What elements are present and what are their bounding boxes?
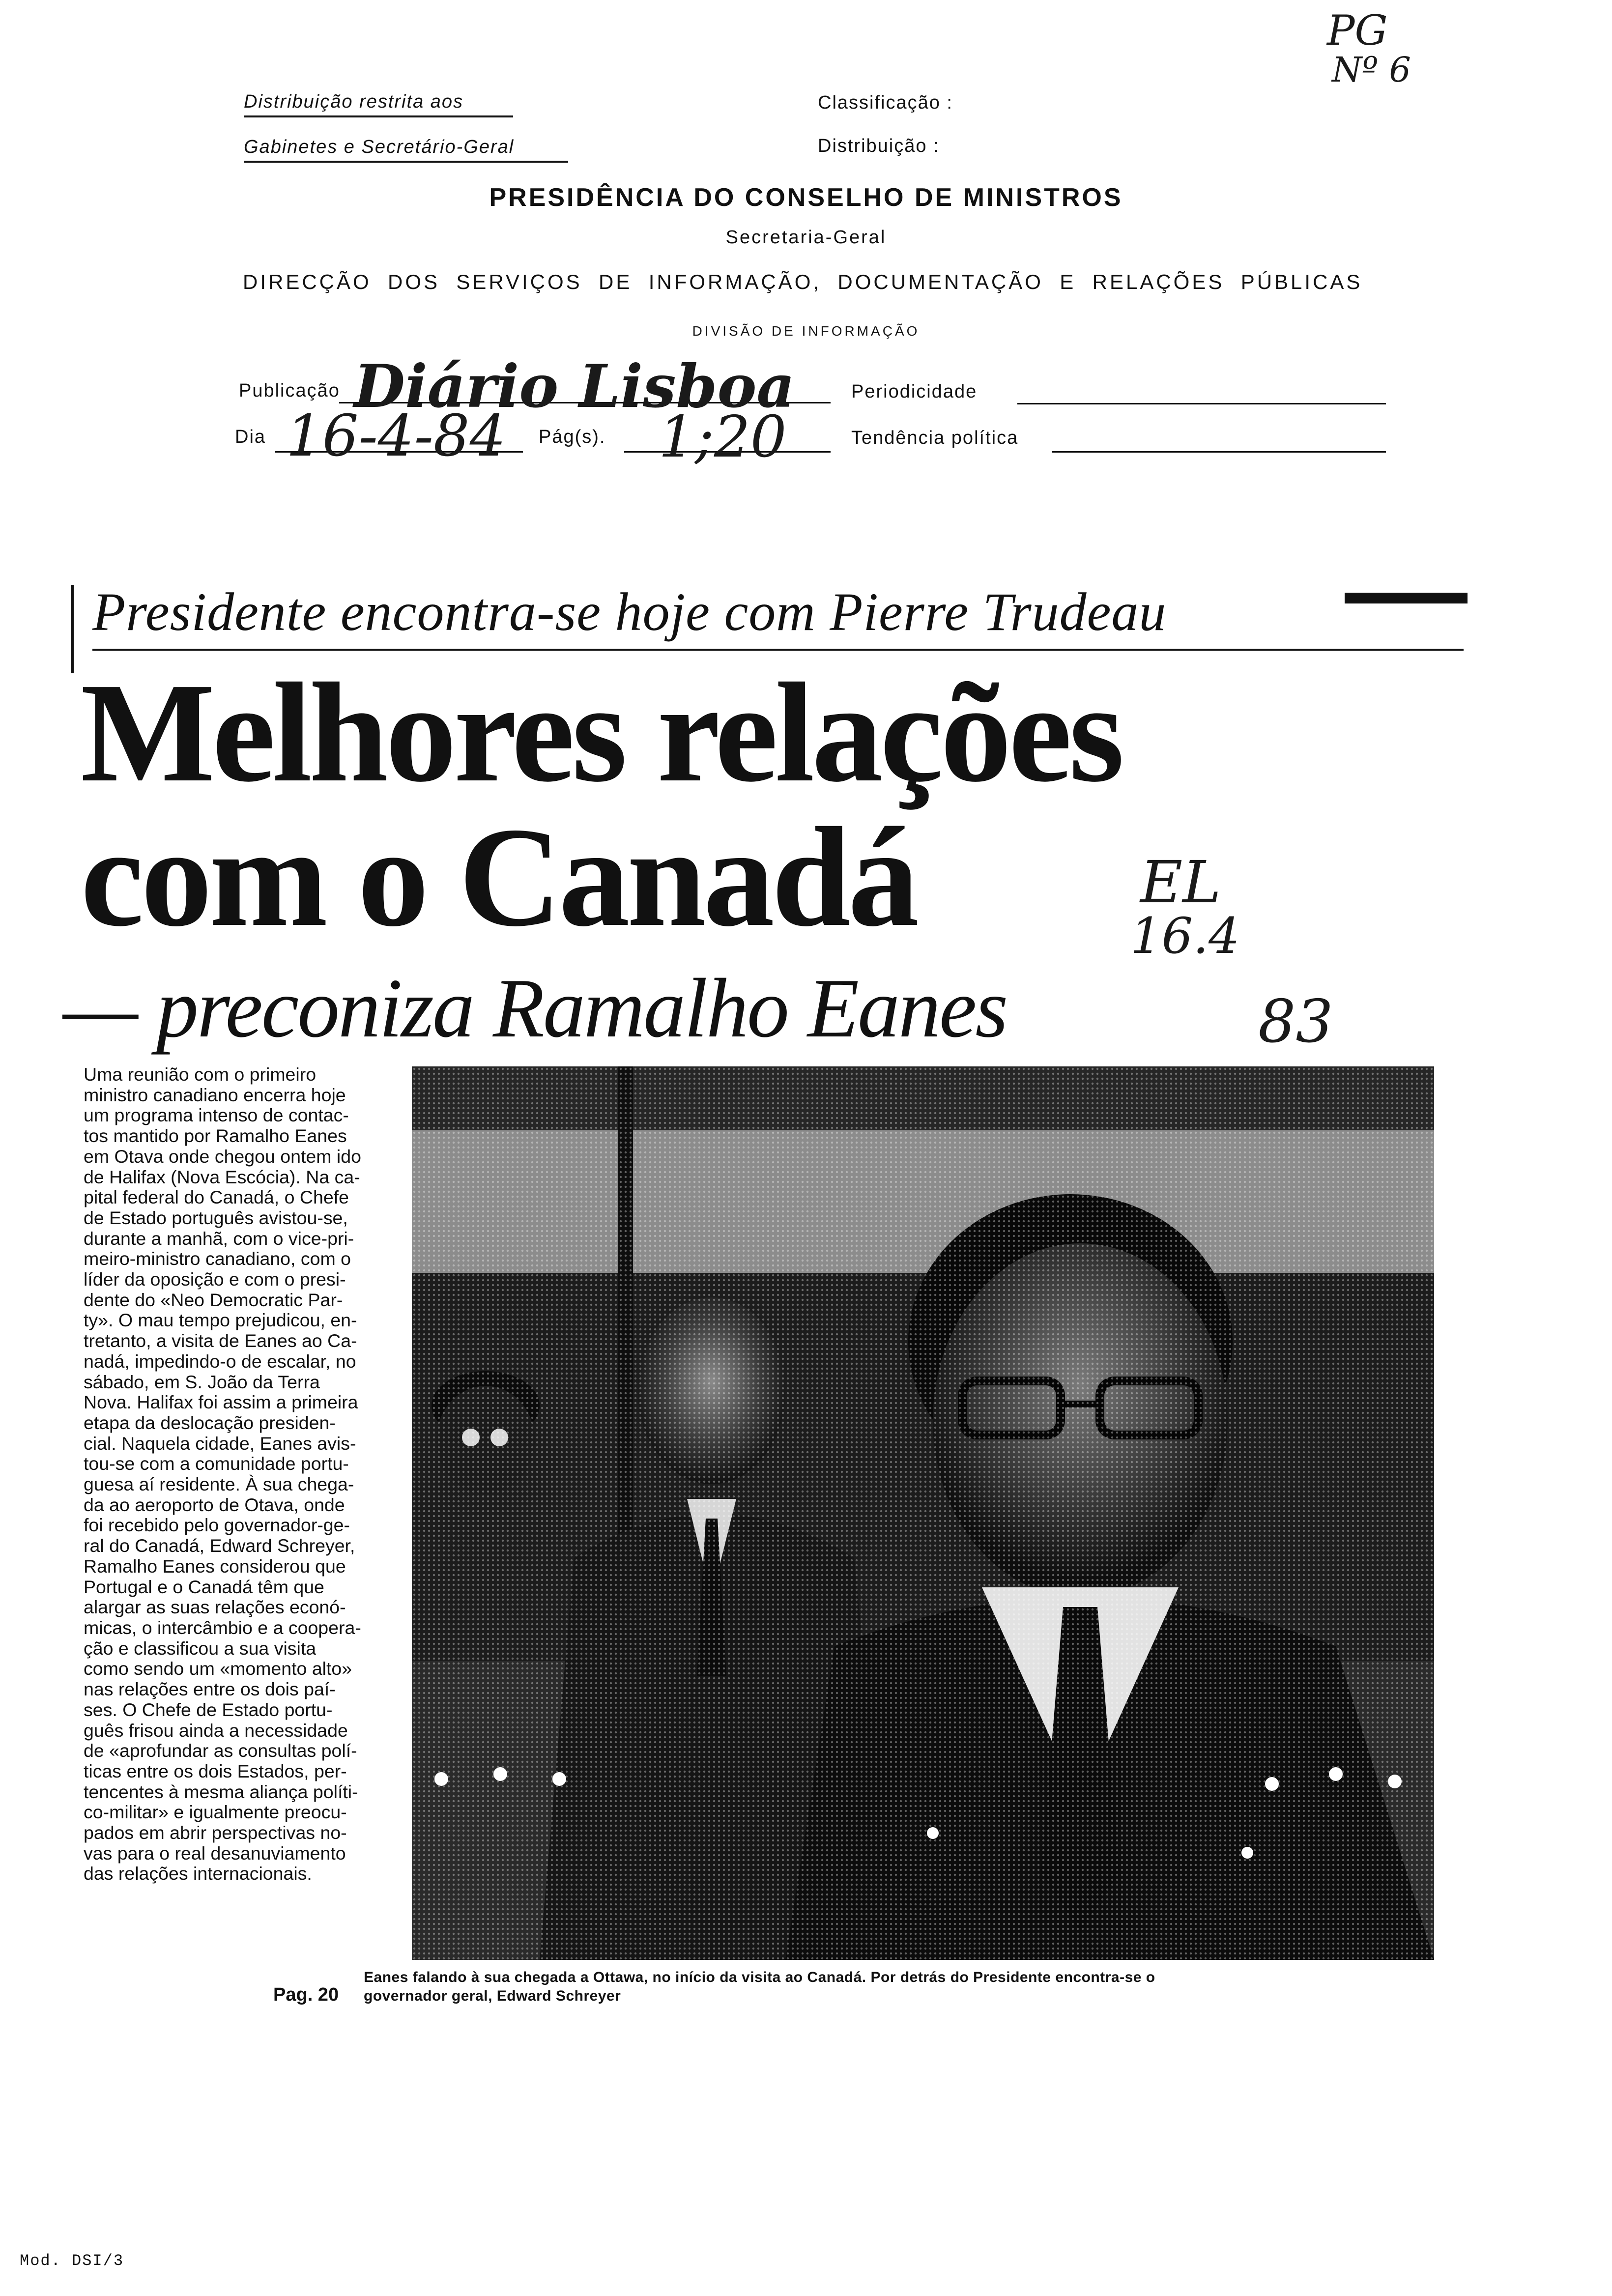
pags-label: Pág(s).: [539, 427, 606, 447]
body-line: micas, o intercâmbio e a coopera-: [84, 1617, 361, 1638]
body-line: cial. Naquela cidade, Eanes avis-: [84, 1433, 356, 1454]
body-line: de Estado português avistou-se,: [84, 1207, 348, 1228]
body-line: das relações internacionais.: [84, 1864, 312, 1884]
division-title: DIVISÃO DE INFORMAÇÃO: [692, 323, 920, 339]
body-line: etapa da deslocação presiden-: [84, 1412, 336, 1433]
body-line: ção e classificou a sua visita: [84, 1638, 317, 1659]
article-photo: [412, 1066, 1434, 1960]
clipping-left-edge: [71, 585, 74, 673]
photo-caption-line-1: Eanes falando à sua chegada a Ottawa, no início da visita ao Canadá. Por detrás do Presidente encontra-se o: [364, 1969, 1155, 1985]
body-line: alargar as suas relações econó-: [84, 1597, 346, 1618]
body-line: tencentes à mesma aliança políti-: [84, 1781, 358, 1802]
secretariat-title: Secretaria-Geral: [725, 227, 887, 248]
headline-line-2: com o Canadá: [81, 798, 917, 956]
subhead: — preconiza Ramalho Eanes: [63, 962, 1007, 1055]
body-line: da ao aeroporto de Otava, onde: [84, 1494, 345, 1515]
body-line: líder da oposição e com o presi-: [84, 1269, 346, 1290]
dia-label: Dia: [235, 427, 266, 447]
body-line: ty». O mau tempo prejudicou, en-: [84, 1310, 357, 1331]
body-line: ministro canadiano encerra hoje: [84, 1085, 346, 1105]
distribuicao-label: Distribuição :: [818, 136, 940, 156]
publicacao-label: Publicação: [239, 380, 340, 401]
body-line: sábado, em S. João da Terra: [84, 1372, 320, 1392]
body-line: tos mantido por Ramalho Eanes: [84, 1126, 347, 1147]
body-line: de «aprofundar as consultas polí-: [84, 1741, 357, 1761]
body-line: Uma reunião com o primeiro: [84, 1064, 317, 1085]
body-line: ral do Canadá, Edward Schreyer,: [84, 1536, 355, 1556]
body-line: um programa intenso de contac-: [84, 1105, 349, 1126]
body-line: pital federal do Canadá, o Chefe: [84, 1187, 349, 1208]
body-line: durante a manhã, com o vice-pri-: [84, 1228, 354, 1249]
body-line: ticas entre os dois Estados, per-: [84, 1761, 347, 1781]
directorate-title: DIRECÇÃO DOS SERVIÇOS DE INFORMAÇÃO, DOCUMENTAÇÃO E RELAÇÕES PÚBLICAS: [243, 270, 1363, 293]
photo-caption-line-2: governador geral, Edward Schreyer: [364, 1988, 621, 2004]
body-line: vas para o real desanuviamento: [84, 1843, 346, 1864]
tendencia-line: [1052, 451, 1386, 453]
headline-line-1: Melhores relações: [81, 654, 1122, 811]
body-line: dente do «Neo Democratic Par-: [84, 1290, 343, 1310]
tendencia-label: Tendência política: [851, 428, 1019, 448]
distribution-note-line-1: Distribuição restrita aos: [244, 91, 513, 117]
body-line: meiro-ministro canadiano, com o: [84, 1249, 351, 1269]
publicacao-handwritten: Diário Lisboa: [354, 352, 795, 421]
classificacao-label: Classificação :: [818, 92, 953, 113]
body-line: tretanto, a visita de Eanes ao Ca-: [84, 1331, 357, 1351]
form-code: Mod. DSI/3: [20, 2252, 124, 2270]
body-line: nadá, impedindo-o de escalar, no: [84, 1351, 356, 1372]
corner-handwritten-note: PG Nº 6: [1327, 6, 1411, 90]
body-line: co-militar» e igualmente preocu-: [84, 1802, 347, 1823]
distribution-note-line-2: Gabinetes e Secretário-Geral: [244, 137, 568, 163]
periodicidade-label: Periodicidade: [851, 381, 978, 402]
kicker-rule: [92, 649, 1464, 651]
body-line: Portugal e o Canadá têm que: [84, 1577, 324, 1597]
kicker-bar: [1345, 593, 1468, 603]
periodicidade-line: [1017, 403, 1386, 404]
body-line: ses. O Chefe de Estado portu-: [84, 1699, 333, 1720]
page-reference: Pag. 20: [273, 1984, 339, 2005]
margin-handwritten-year: 83: [1258, 988, 1333, 1056]
body-line: Ramalho Eanes considerou que: [84, 1556, 346, 1577]
body-line: foi recebido pelo governador-ge-: [84, 1515, 350, 1536]
organization-title: PRESIDÊNCIA DO CONSELHO DE MINISTROS: [489, 183, 1123, 212]
body-line: como sendo um «momento alto»: [84, 1659, 352, 1679]
pags-handwritten: 1;20: [659, 404, 787, 470]
body-line: tou-se com a comunidade portu-: [84, 1454, 349, 1474]
body-line: de Halifax (Nova Escócia). Na ca-: [84, 1167, 360, 1187]
body-line: em Otava onde chegou ontem ido: [84, 1146, 361, 1167]
margin-handwritten-note: EL 16.4: [1130, 848, 1240, 965]
body-line: guês frisou ainda a necessidade: [84, 1720, 348, 1741]
body-line: guesa aí residente. À sua chega-: [84, 1474, 354, 1495]
body-line: nas relações entre os dois paí-: [84, 1679, 336, 1700]
article-body: [84, 1064, 378, 1884]
body-line: Nova. Halifax foi assim a primeira: [84, 1392, 358, 1413]
article-kicker: Presidente encontra-se hoje com Pierre Trudeau: [92, 582, 1167, 642]
body-line: pados em abrir perspectivas no-: [84, 1823, 347, 1843]
dia-handwritten: 16-4-84: [286, 403, 506, 469]
